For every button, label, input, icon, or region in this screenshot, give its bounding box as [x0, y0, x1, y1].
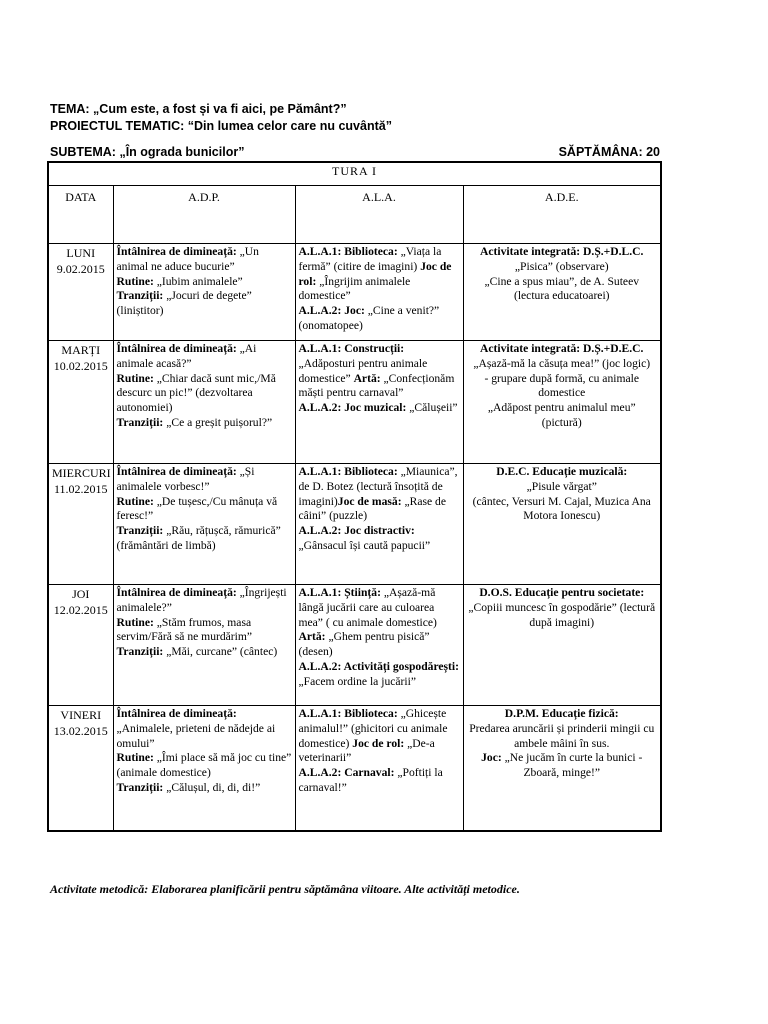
adp-entry-label: Întâlnirea de dimineață:: [116, 586, 237, 599]
adp-entry-text: „Chiar dacă sunt mic,/Mă descurc un pic!” (dezvoltarea autonomiei): [116, 371, 276, 415]
ala-entry-text: „Gânsacul își caută papucii”: [298, 538, 431, 552]
ade-entry-label: D.O.S. Educație pentru societate:: [479, 586, 645, 599]
day-cell: [48, 244, 113, 341]
ade-entry: [467, 751, 658, 781]
theme-line: [50, 101, 660, 117]
day-date: 12.02.2015: [53, 603, 108, 617]
adp-entry-text: „Stăm frumos, masa servim/Fără să ne murdărim”: [116, 615, 253, 644]
ade-entry: [467, 245, 658, 260]
ala-cell: [295, 244, 463, 341]
shift-header: TURA I: [48, 162, 661, 186]
ala-cell: [295, 464, 463, 585]
adp-entry-text: „Un animal ne aduce bucurie”: [116, 245, 259, 273]
adp-entry-text: „Îngrijești animalele?”: [116, 586, 287, 614]
ade-entry: [467, 342, 658, 357]
adp-entry-label: Întâlnirea de dimineață:: [116, 465, 237, 478]
ade-cell: [463, 341, 661, 464]
table-row: [48, 706, 661, 832]
ala-entry-text: „Confecționăm măști pentru carnaval”: [298, 371, 455, 400]
theme-text: TEMA: „Cum este, a fost și va fi aici, pe Pământ?”: [50, 102, 347, 116]
day-name: VINERI: [60, 708, 102, 722]
ala-entry: [299, 766, 443, 794]
day-date: 13.02.2015: [53, 724, 108, 738]
ala-entry-text: „De-a veterinarii”: [298, 736, 435, 765]
table-row: [48, 585, 661, 706]
adp-entry: [117, 289, 292, 319]
ade-entry-label: Joc:: [481, 751, 502, 765]
week-label: SĂPTĂMÂNA: 20: [558, 145, 660, 159]
adp-cell: [113, 244, 295, 341]
adp-entry: [117, 245, 292, 275]
day-cell: [48, 706, 113, 832]
adp-entry-label: Rutine:: [116, 494, 154, 508]
subtheme-text: SUBTEMA: „În ograda bunicilor”: [50, 145, 245, 159]
ala-entry-label: A.L.A.2: Carnaval:: [298, 766, 395, 780]
ala-entry-text: „Ghicește animalul!” (ghicitori cu animale domestice): [298, 707, 448, 750]
adp-entry-text: „Călușul, di, di, di!”: [163, 780, 261, 794]
ade-entry: [467, 495, 658, 525]
ala-entry-text: „Călușeii”: [406, 401, 458, 415]
subtheme-line: [50, 144, 660, 160]
ade-entry-label: D.P.M. Educație fizică:: [504, 707, 619, 720]
day-date: 10.02.2015: [53, 359, 108, 373]
table-row: [48, 244, 661, 341]
ade-cell: [463, 464, 661, 585]
ade-entry-text: - grupare după formă, cu animale domestice: [484, 371, 639, 400]
ade-entry-text: „Ne jucăm în curte la bunici - Zboară, minge!”: [501, 751, 643, 780]
adp-entry: [117, 586, 292, 616]
table-row: [48, 464, 661, 585]
adp-entry: [117, 495, 292, 525]
ade-entry-text: „Pisule vărgat”: [526, 479, 597, 493]
adp-entry-label: Rutine:: [116, 274, 154, 288]
ade-entry: [467, 275, 658, 305]
weekly-plan-table: [47, 161, 662, 832]
ade-entry: [467, 480, 658, 495]
ala-entry-label: A.L.A.1: Biblioteca:: [298, 707, 398, 720]
ala-entry-text: „Cine a venit?” (onomatopee): [298, 304, 440, 332]
ala-entry-label: A.L.A.2: Joc muzical:: [298, 401, 407, 415]
ade-entry: [467, 401, 658, 431]
adp-entry: [117, 616, 292, 646]
adp-cell: [113, 706, 295, 832]
ade-cell: [463, 706, 661, 832]
ade-entry: [467, 260, 658, 275]
adp-entry-label: Rutine:: [116, 615, 154, 629]
ade-entry-text: „Așază-mă la căsuța mea!” (joc logic): [473, 356, 651, 370]
day-cell: [48, 464, 113, 585]
adp-entry: [117, 416, 292, 431]
ade-entry: [467, 601, 658, 631]
ala-entry-text: „Facem ordine la jucării”: [298, 674, 416, 688]
ala-entry-label: A.L.A.2: Joc:: [298, 304, 365, 318]
table-row: [48, 341, 661, 464]
adp-entry-label: Tranziții:: [116, 645, 164, 659]
adp-entry: [117, 465, 292, 495]
ala-entry-label: A.L.A.1: Construcții:: [298, 342, 405, 355]
adp-entry-text: „Animalele, prieteni de nădejde ai omului”: [116, 721, 276, 750]
ade-entry-text: „Copiii muncesc în gospodărie” (lectură după imagini): [468, 600, 656, 629]
adp-entry-label: Tranziții:: [116, 415, 164, 429]
adp-entry: [117, 342, 292, 372]
ala-entry-text: „Îngrijim animalele domestice”: [298, 274, 411, 303]
methodical-activity-note: Activitate metodică: Elaborarea planificării pentru săptămâna viitoare. Alte activități metodice.: [50, 882, 520, 896]
project-text: PROIECTUL TEMATIC: “Din lumea celor care nu cuvântă”: [50, 119, 392, 133]
ade-entry-label: Activitate integrată: D.Ș.+D.E.C.: [480, 342, 644, 355]
column-header-date: DATA: [48, 186, 113, 244]
ala-entry-label: A.L.A.1: Știință:: [298, 586, 381, 599]
ade-entry-text: (cântec, Versuri M. Cajal, Muzica Ana Motora Ionescu): [472, 494, 651, 523]
adp-cell: [113, 585, 295, 706]
ala-entry-label: A.L.A.1: Biblioteca:: [298, 245, 398, 258]
adp-entry-text: „Iubim animalele”: [153, 274, 243, 288]
ade-entry-label: Activitate integrată: D.Ș.+D.L.C.: [480, 245, 644, 258]
adp-entry-text: „Rău, rățușcă, rămurică” (frământări de limbă): [116, 524, 281, 552]
adp-entry: [117, 524, 292, 554]
ala-entry-label: Artă:: [353, 371, 381, 385]
ade-entry: [467, 465, 658, 480]
day-date: 11.02.2015: [53, 482, 108, 496]
day-name: JOI: [72, 587, 90, 601]
ala-entry-label: A.L.A.1: Biblioteca:: [298, 465, 398, 478]
day-name: MIERCURI: [52, 466, 111, 480]
ala-entry-text: „Ghem pentru pisică” (desen): [298, 630, 430, 659]
adp-cell: [113, 464, 295, 585]
ade-entry-label: D.E.C. Educație muzicală:: [496, 465, 628, 478]
adp-cell: [113, 341, 295, 464]
adp-entry-label: Întâlnirea de dimineață:: [116, 342, 237, 355]
adp-entry: [117, 751, 292, 781]
ala-entry-text: „Miaunica”, de D. Botez (lectură însoțită de imagini): [298, 465, 458, 508]
day-cell: [48, 341, 113, 464]
ade-entry-text: „Adăpost pentru animalul meu” (pictură): [487, 401, 636, 429]
adp-entry-label: Tranziții:: [116, 524, 164, 538]
adp-entry-text: „Și animalele vorbesc!”: [116, 465, 255, 493]
ala-entry-text: „Rase de câini” (puzzle): [298, 494, 446, 523]
ala-cell: [295, 585, 463, 706]
project-line: [50, 118, 660, 134]
column-header-adp: A.D.P.: [113, 186, 295, 244]
ade-entry-text: Predarea aruncării și prinderii mingii cu ambele mâini în sus.: [469, 721, 655, 750]
ala-entry: [299, 304, 440, 332]
adp-entry: [117, 275, 292, 290]
ade-cell: [463, 244, 661, 341]
adp-entry-label: Rutine:: [116, 371, 154, 385]
adp-entry-text: „Măi, curcane” (cântec): [163, 645, 278, 659]
adp-entry-text: „Jocuri de degete” (liniștitor): [116, 289, 252, 318]
adp-entry-text: „Îmi place să mă joc cu tine” (animale domestice): [116, 751, 292, 780]
adp-entry: [117, 707, 292, 751]
ala-entry-label: A.L.A.2: Activități gospodărești:: [298, 659, 459, 673]
adp-entry-text: „Ai animale acasă?”: [116, 342, 257, 370]
ade-entry: [467, 707, 658, 722]
ade-entry: [467, 586, 658, 601]
adp-entry: [117, 372, 292, 416]
ala-entry-text: „Adăposturi pentru animale domestice”: [298, 356, 428, 385]
ala-entry-label: Joc de rol:: [298, 259, 452, 288]
ala-entry-label: Joc de masă:: [337, 494, 402, 508]
day-name: LUNI: [66, 246, 96, 260]
adp-entry-label: Tranziții:: [116, 289, 164, 303]
ade-entry-text: „Pisica” (observare): [514, 259, 609, 273]
ade-entry: [467, 722, 658, 752]
adp-entry: [117, 781, 292, 796]
ala-entry: [299, 630, 430, 658]
adp-entry: [117, 645, 292, 660]
ala-entry: [299, 524, 431, 552]
ala-entry-text: „Viața la fermă” (citire de imagini): [298, 245, 442, 273]
ala-entry: [299, 586, 437, 629]
ala-entry-label: A.L.A.2: Joc distractiv:: [298, 524, 415, 538]
ala-entry-label: Joc de rol:: [352, 736, 405, 750]
ala-entry: [299, 660, 459, 688]
adp-entry-text: „Ce a greșit puișorul?”: [163, 415, 273, 429]
ade-entry: [467, 372, 658, 402]
adp-entry-text: „De tușesc,/Cu mânuța vă feresc!”: [116, 494, 278, 523]
ala-entry-text: „Așază-mă lângă jucării care au culoarea mea” ( cu animale domestice): [298, 586, 437, 629]
column-header-ala: A.L.A.: [295, 186, 463, 244]
column-header-ade: A.D.E.: [463, 186, 661, 244]
ala-entry-label: Artă:: [298, 630, 326, 644]
adp-entry-label: Întâlnirea de dimineață:: [116, 707, 237, 720]
ala-entry-text: „Poftiți la carnaval!”: [298, 766, 443, 794]
day-name: MARȚI: [61, 343, 101, 357]
adp-entry-label: Tranziții:: [116, 780, 164, 794]
adp-entry-label: Rutine:: [116, 751, 154, 765]
day-cell: [48, 585, 113, 706]
ade-cell: [463, 585, 661, 706]
ala-cell: [295, 706, 463, 832]
ade-entry-text: „Cine a spus miau”, de A. Suteev (lectura educatoarei): [484, 274, 640, 303]
ala-entry: [299, 401, 458, 414]
day-date: 9.02.2015: [56, 262, 105, 276]
ade-entry: [467, 357, 658, 372]
ala-cell: [295, 341, 463, 464]
adp-entry-label: Întâlnirea de dimineață:: [116, 245, 237, 258]
